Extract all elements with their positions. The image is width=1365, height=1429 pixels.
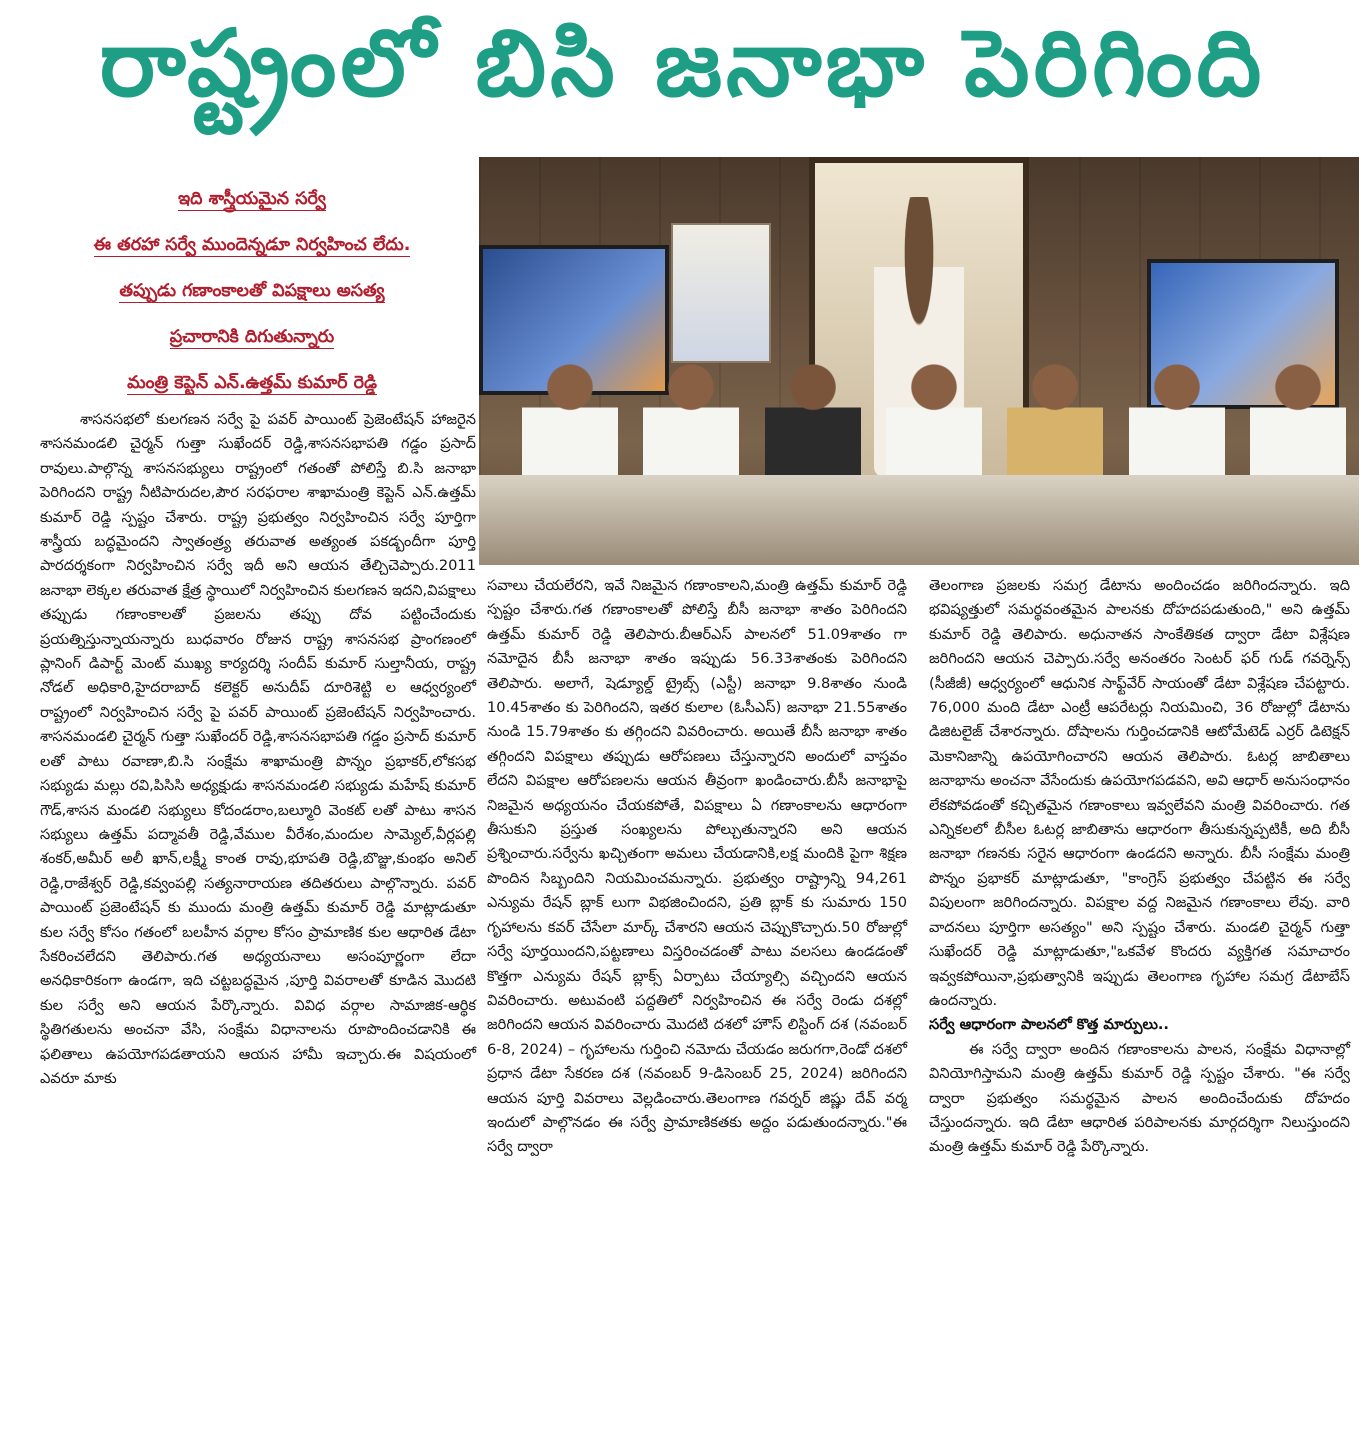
column-2-text: సవాలు చేయలేరని, ఇవే నిజమైన గణాంకాలని,మంత్రి ఉత్తమ్ కుమార్ రెడ్డి స్పష్టం చేశారు.గత గణాంకాలతో పోలిస్తే బీసీ జనాభా శాతం పెరిగిందని ఉత్తమ్ కుమార్ రెడ్డి తెలిపారు.బీఆర్ఎస్ పాలనలో 51.09శాతం గా నమోదైన బీసీ జనాభా శాతం ఇప్పుడు 56.33శాతంకు పెరిగిందని తెలిపారు. అలాగే, షెడ్యూల్డ్ ట్రైబ్స్ (ఎస్టీ) జనాభా 9.8శాతం నుండి 10.45శాతం కు పెరిగిందని, ఇతర కులాల (ఓసీఎస్) జనాభా 21.55శాతం నుండి 15.79శాతం కు తగ్గిందని వివరించారు. అయితే బీసీ జనాభా శాతం తగ్గిందని విపక్షాలు తప్పుడు ఆరోపణలు చేస్తున్నారని అందులో వాస్తవం లేదని విపక్షాల ఆరోపణలను ఆయన తీవ్రంగా ఖండించారు.బీసీ జనాభాపై నిజమైన అధ్యయనం చేయకపోతే, విపక్షాలు ఏ గణాంకాలను ఆధారంగా తీసుకుని ప్రస్తుత సంఖ్యలను పోల్చుతున్నారని అని ఆయన ప్రశ్నించారు.సర్వేను ఖచ్చితంగా అమలు చేయడానికి,లక్ష మందికి పైగా శిక్షణ పొందిన సిబ్బందిని నియమించమన్నారు. ప్రభుత్వం రాష్ట్రాన్ని 94,261 ఎన్యుమ రేషన్ బ్లాక్ లుగా విభజించిందని, ప్రతి బ్లాక్ కు సుమారు 150 గృహాలను కవర్ చేసేలా మార్క్ చేశారని ఆయన చెప్పుకొచ్చారు.50 రోజుల్లో సర్వే పూర్తయిందని,పట్టణాలు విస్తరించడంతో పాటు వలసలు ఉండడంతో కొత్తగా ఎన్యుమ రేషన్ బ్లాక్స్ ఏర్పాటు చేయ్యాల్సి వచ్చిందని ఆయన వివరించారు. అటువంటి పద్దతిలో నిర్వహించిన ఈ సర్వే రెండు దశల్లో జరిగిందని ఆయన వివరించారు మొదటి దశలో హౌస్ లిస్టింగ్ దశ (నవంబర్ 6-8, 2024) – గృహాలను గుర్తించి నమోదు చేయడం జరుగగా,రెండో దశలో ప్రధాన డేటా సేకరణ దశ (నవంబర్ 9-డిసెంబర్ 25, 2024) జరిగిందని ఆయన పూర్తి వివరాలు వెల్లడించారు.తెలంగాణ గవర్నర్ జిష్ణు దేవ్ వర్మ ఇందులో పాల్గొనడం ఈ సర్వే ప్రామాణికతకు అద్దం పడుతుందన్నారు."ఈ సర్వే ద్వారా — [487, 577, 907, 1156]
deck — [42, 178, 462, 408]
headline: రాష్ట్రంలో బిసి జనాభా పెరిగింది — [99, 10, 1266, 117]
deck-line-3: తప్పుడు గణాంకాలతో విపక్షాలు అసత్య — [119, 283, 384, 304]
photo-person — [886, 359, 982, 487]
deck-line-5: మంత్రి కెప్టెన్ ఎన్.ఉత్తమ్ కుమార్ రెడ్డి — [127, 375, 377, 396]
photo-person — [1129, 359, 1225, 487]
deck-line-1: ఇది శాస్త్రీయమైన సర్వే — [178, 191, 326, 212]
photo-people — [509, 347, 1359, 487]
meeting-photo — [479, 157, 1359, 565]
deck-line-2: ఈ తరహా సర్వే ముందెన్నడూ నిర్వహించ లేదు. — [94, 237, 411, 258]
photo-person — [643, 359, 739, 487]
column-3-text-b: ఈ సర్వే ద్వారా అందిన గణాంకాలను పాలన, సంక్షేమ విధానాల్లో వినియోగిస్తామని మంత్రి ఉత్తమ్ కుమార్ రెడ్డి స్పష్టం చేశారు. "ఈ సర్వే ద్వారా ప్రభుత్వం సమర్థమైన పాలన అందించేందుకు దోహదం చేస్తుందన్నారు. ఇది డేటా ఆధారిత పరిపాలనకు మార్గదర్శిగా నిలుస్తుందని మంత్రి ఉత్తమ్ కుమార్ రెడ్డి పేర్కొన్నారు. — [929, 1040, 1350, 1156]
article-column-3 — [929, 574, 1350, 1160]
article-column-2 — [487, 574, 907, 1160]
photo-person — [1250, 359, 1346, 487]
photo-table — [479, 475, 1359, 565]
photo-person — [765, 359, 861, 487]
photo-person — [1007, 359, 1103, 487]
column-3-subhead: సర్వే ఆధారంగా పాలనలో కొత్త మార్పులు.. — [929, 1016, 1169, 1034]
article-column-1 — [40, 408, 476, 1091]
photo-person — [522, 359, 618, 487]
column-3-text-a: తెలంగాణ ప్రజలకు సమగ్ర డేటాను అందించడం జరిగిందన్నారు. ఇది భవిష్యత్తులో సమర్థవంతమైన పాలనకు దోహదపడుతుంది," అని ఉత్తమ్ కుమార్ రెడ్డి తెలిపారు. అధునాతన సాంకేతికత ద్వారా డేటా విశ్లేషణ జరిగిందని ఆయన చెప్పారు.సర్వే అనంతరం సెంటర్ ఫర్ గుడ్ గవర్నెన్స్ (సీజీజీ) ఆధ్వర్యంలో ఆధునిక సాఫ్ట్‌వేర్ సాయంతో డేటా విశ్లేషణ చేపట్టారు. 76,000 మంది డేటా ఎంట్రీ ఆపరేటర్లు నియమించి, 36 రోజుల్లో డేటాను డిజిటలైజ్ చేశారన్నారు. దోషాలను గుర్తించడానికి ఆటోమేటెడ్ ఎర్రర్ డిటెక్షన్ మెకానిజాన్ని ఉపయోగించారని ఆయన తెలిపారు. ఓటర్ల జాబితాలు జనాభాను అంచనా వేసేందుకు ఉపయోగపడవని, అవి ఆధార్ అనుసంధానం లేకపోవడంతో కచ్చితమైన గణాంకాలు ఇవ్వలేవని మంత్రి వివరించారు. గత ఎన్నికలలో బీసీల ఓటర్ల జాబితాను ఆధారంగా తీసుకున్నప్పటికీ, అది బీసీ జనాభా గణనకు సరైన ఆధారంగా ఉండదని అన్నారు. బీసీ సంక్షేమ మంత్రి పొన్నం ప్రభాకర్ మాట్లాడుతూ, "కాంగ్రెస్ ప్రభుత్వం చేపట్టిన ఈ సర్వే విపులంగా జరిగిందన్నారు. విపక్షాల వద్ద నిజమైన గణాంకాలు లేవు. వారి వాదనలు పూర్తిగా అసత్యం" అని స్పష్టం చేశారు. మండలి చైర్మన్ గుత్తా సుఖేందర్ రెడ్డి మాట్లాడుతూ,"ఒకవేళ కొందరు వ్యక్తిగత సమాచారం ఇవ్వకపోయినా,ప్రభుత్వానికి ఇప్పుడు తెలంగాణ గృహాల సమగ్ర డేటాబేస్ ఉందన్నారు. — [929, 577, 1350, 1009]
column-1-text: శాసనసభలో కులగణన సర్వే పై పవర్ పాయింట్ ప్రెజెంటేషన్ హాజరైన శాసనమండలి చైర్మన్ గుత్తా సుఖేందర్ రెడ్డి,శాసనసభాపతి గడ్డం ప్రసాద్ రావులు.పాల్గొన్న శాసనసభ్యులు రాష్ట్రంలో గతంతో పోలిస్తే బి.సి జనాభా పెరిగిందని రాష్ట్ర నీటిపారుదల,పౌర సరఫరాల శాఖామంత్రి కెప్టెన్ ఎన్.ఉత్తమ్ కుమార్ రెడ్డి స్పష్టం చేశారు. రాష్ట్ర ప్రభుత్వం నిర్వహించిన సర్వే పూర్తిగా శాస్త్రీయ బద్ధమైందని స్వాతంత్ర్య తరువాత అత్యంత పకడ్బందీగా పూర్తి పారదర్శకంగా నిర్వహించిన సర్వే ఇదీ అని ఆయన తేల్చిచెప్పారు.2011 జనాభా లెక్కల తరువాత క్షేత్ర స్థాయిలో నిర్వహించిన కులగణన ఇదని,విపక్షాలు తప్పుడు గణాంకాలతో ప్రజలను తప్పు దోవ పట్టించేందుకు ప్రయత్నిస్తున్నాయన్నారు బుధవారం రోజున రాష్ట్ర శాసనసభ ప్రాంగణంలో ప్లానింగ్ డిపార్ట్ మెంట్ ముఖ్య కార్యదర్శి సందీప్ కుమార్ సుల్తానీయ, రాష్ట్ర నోడల్ అధికారి,హైదరాబాద్ కలెక్టర్ అనుదీప్ దూరిశెట్టి ల ఆధ్వర్యంలో రాష్ట్రంలో నిర్వహించిన సర్వే పై పవర్ పాయింట్ ప్రజెంటేషన్ నిర్వహించారు. శాసనమండలి చైర్మన్ గుత్తా సుఖేందర్ రెడ్డి,శాసనసభాపతి గడ్డం ప్రసాద్ కుమార్ లతో పాటు రవాణా,బి.సి సంక్షేమ శాఖామంత్రి పొన్నం ప్రభాకర్,లోకసభ సభ్యుడు మల్లు రవి,పిసిసి అధ్యక్షుడు శాసనమండలి సభ్యుడు మహేష్ కుమార్ గౌడ్,శాసన మండలి సభ్యులు కోదండరాం,బల్మూరి వెంకట్ లతో పాటు శాసన సభ్యులు ఉత్తమ్ పద్మావతీ రెడ్డి,వేముల వీరేశం,మందుల సామ్యెల్,వీర్లపల్లి శంకర్,అమీర్ అలీ ఖాన్,లక్ష్మీ కాంత రావు,భూపతి రెడ్డి,బొజ్జు,కుంభం అనిల్ రెడ్డి,రాజేశ్వర్ రెడ్డి,కవ్వంపల్లి సత్యనారాయణ తదితరులు పాల్గొన్నారు. పవర్ పాయింట్ ప్రజెంటేషన్ కు ముందు మంత్రి ఉత్తమ్ కుమార్ రెడ్డి మాట్లాడుతూ కుల సర్వే కోసం గతంలో బలహీన వర్గాల కోసం ప్రామాణిక కుల ఆధారిత డేటా సేకరించలేదని తెలిపారు.గత అధ్యయనాలు అసంపూర్ణంగా లేదా అనధికారికంగా ఉండగా, ఇది చట్టబద్ధమైన ,పూర్తి వివరాలతో కూడిన మొదటి కుల సర్వే అని ఆయన పేర్కొన్నారు. వివిధ వర్గాల సామాజిక-ఆర్థిక స్థితిగతులను అంచనా వేసి, సంక్షేమ విధానాలను రూపొందించడానికి ఈ ఫలితాలు ఉపయోగపడతాయని ఆయన హామీ ఇచ్చారు.ఈ విషయంలో ఎవరూ మాకు — [40, 411, 476, 1087]
deck-line-4: ప్రచారానికి దిగుతున్నారు — [170, 329, 334, 350]
photo-poster — [671, 223, 771, 363]
